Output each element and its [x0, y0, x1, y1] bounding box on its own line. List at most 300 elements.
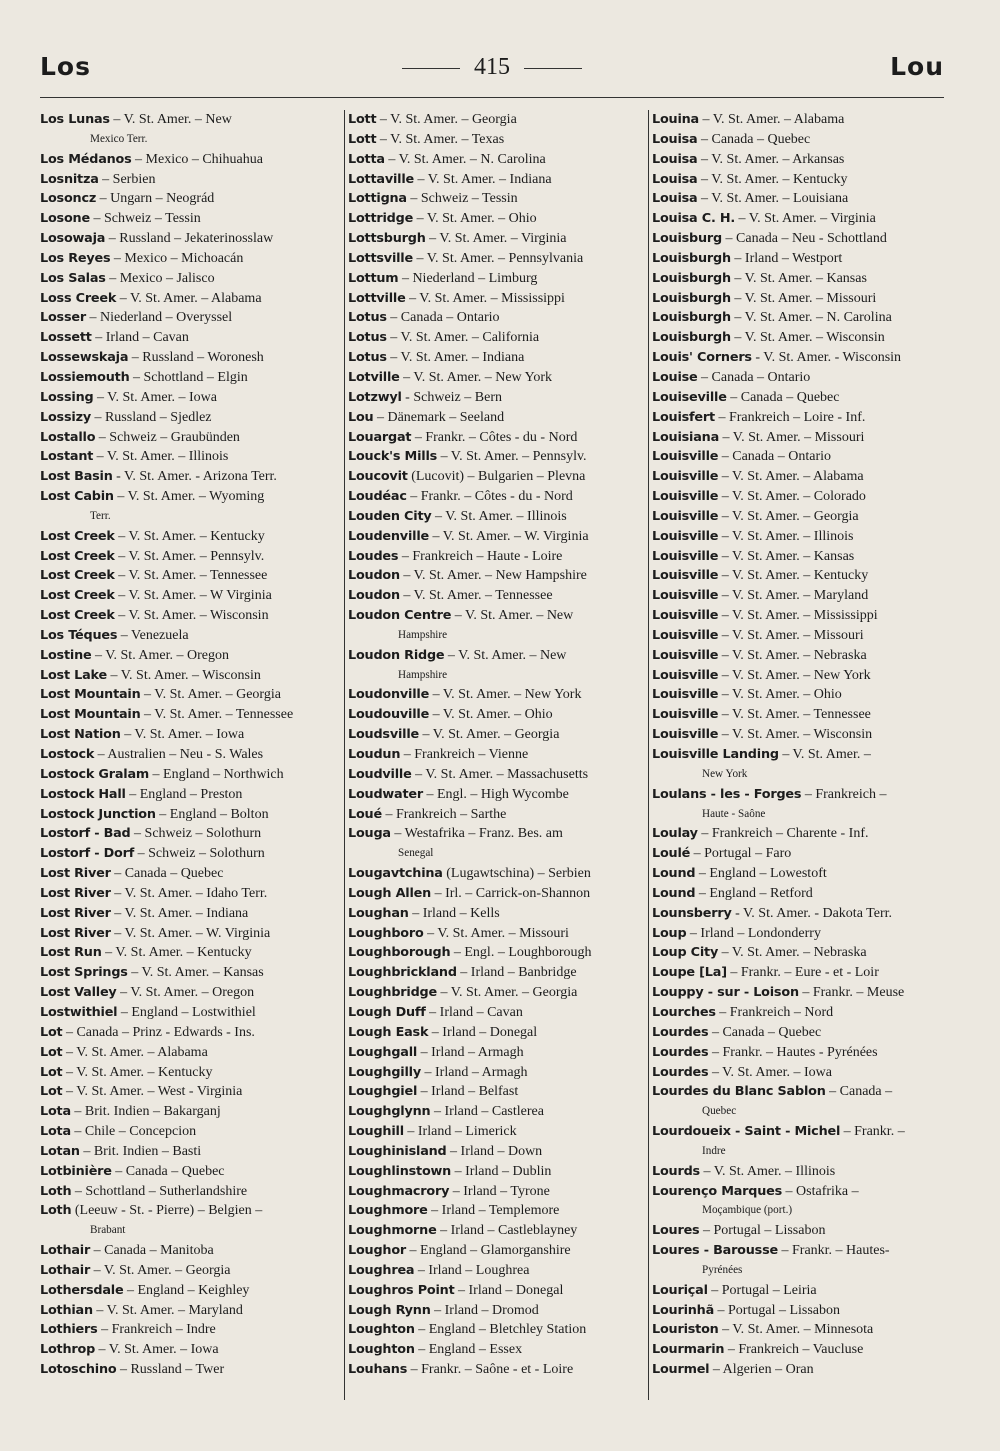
- entry-location: – V. St. Amer. – Pennsylv.: [114, 548, 265, 564]
- entry-headword: Lourmel: [652, 1362, 710, 1378]
- entry-location: – V. St. Amer. – Wisconsin: [114, 608, 269, 624]
- entry-location: – V. St. Amer. – Oregon: [91, 647, 230, 663]
- entry-headword: Loughbrickland: [348, 965, 457, 981]
- entry-headword: Loughmorne: [348, 1223, 437, 1239]
- gazetteer-entry: [652, 963, 950, 983]
- gazetteer-entry: [652, 566, 950, 586]
- entry-headword: Lossing: [40, 389, 94, 405]
- entry-location: – V. St. Amer. – Kentucky: [718, 568, 869, 584]
- entry-headword: Lotville: [348, 369, 400, 385]
- entry-headword: Louisiana: [652, 429, 720, 445]
- entry-headword: Lost River: [40, 905, 111, 921]
- entry-location: – V. St. Amer. – Missouri: [730, 290, 877, 306]
- gazetteer-entry: [348, 348, 646, 368]
- entry-location: – Mexico – Jalisco: [105, 270, 215, 286]
- entry-location: – Frankreich – Vaucluse: [724, 1342, 864, 1358]
- entry-headword: Lossewskaja: [40, 350, 129, 366]
- gazetteer-entry: [40, 1142, 338, 1162]
- entry-location: – V. St. Amer. – Colorado: [718, 489, 866, 505]
- entry-headword: Loupe [La]: [652, 965, 727, 981]
- entry-headword: Louriston: [652, 1322, 719, 1338]
- gazetteer-entry: [40, 547, 338, 567]
- gazetteer-entry: [40, 328, 338, 348]
- entry-location: – Serbien: [98, 171, 156, 187]
- gazetteer-entry: [348, 408, 646, 428]
- entry-location: – V. St. Amer. – Ohio: [413, 211, 537, 227]
- entry-headword: Lostwithiel: [40, 1004, 118, 1020]
- gazetteer-entry: [652, 646, 950, 666]
- entry-location: (Lucovit) – Bulgarien – Plevna: [407, 469, 586, 485]
- entry-location: – Canada – Prinz - Edwards - Ins.: [62, 1024, 255, 1040]
- entry-location: – V. St. Amer. – Ohio: [429, 707, 553, 723]
- entry-location: – V. St. Amer. – New Hampshire: [399, 568, 587, 584]
- entry-headword: Lothersdale: [40, 1282, 124, 1298]
- gazetteer-entry: [40, 1320, 338, 1340]
- entry-headword: Louga: [348, 826, 391, 842]
- gazetteer-entry: [348, 447, 646, 467]
- entry-headword: Lough Rynn: [348, 1302, 431, 1318]
- entry-location: – V. St. Amer. – Wisconsin: [718, 727, 873, 743]
- gazetteer-entry: [652, 904, 950, 924]
- entry-headword: Loughgall: [348, 1044, 418, 1060]
- gazetteer-entry: [40, 566, 338, 586]
- entry-headword: Los Reyes: [40, 250, 111, 266]
- entry-headword: Loth: [40, 1203, 72, 1219]
- entry-headword: Louisville: [652, 707, 719, 723]
- gazetteer-entry: [348, 1023, 646, 1043]
- running-head-right: Lou: [890, 52, 944, 81]
- entry-location: – Canada – Manitoba: [90, 1243, 214, 1259]
- entry-location: (Lugawtschina) – Serbien: [442, 866, 591, 882]
- entry-location: – Brit. Indien – Bakarganj: [70, 1104, 221, 1120]
- entry-location: – V. St. Amer. – Oregon: [116, 985, 255, 1001]
- entry-location: – V. St. Amer. – New: [109, 112, 232, 127]
- gazetteer-entry: [40, 924, 338, 944]
- entry-location: – Canada – Quebec: [697, 131, 811, 147]
- entry-headword: Louisa: [652, 151, 698, 167]
- entry-headword: Loulans - les - Forges: [652, 786, 802, 802]
- gazetteer-entry: [652, 269, 950, 289]
- entry-location: - V. St. Amer. - Wisconsin: [751, 350, 902, 366]
- entry-location: – V. St. Amer. – Mississippi: [718, 608, 878, 624]
- entry-location: – Mexico – Chihuahua: [131, 151, 263, 167]
- gazetteer-entry: [40, 626, 338, 646]
- entry-location: – V. St. Amer. – Georgia: [90, 1262, 231, 1278]
- gazetteer-entry: [40, 308, 338, 328]
- entry-location: – V. St. Amer. – Iowa: [120, 727, 245, 743]
- entry-location: - V. St. Amer. - Arizona Terr.: [112, 469, 277, 485]
- gazetteer-entry: [40, 110, 338, 130]
- entry-location: – Frankr. – Hautes-: [778, 1243, 890, 1259]
- entry-location: – Frankr. –: [840, 1124, 905, 1140]
- entry-location: – V. St. Amer. – Mississippi: [405, 290, 565, 306]
- entry-location: – V. St. Amer. – New York: [718, 667, 871, 683]
- entry-headword: Loudéac: [348, 489, 407, 505]
- entry-location: – Irland – Loughrea: [414, 1262, 530, 1278]
- gazetteer-entry: [652, 1241, 950, 1261]
- header-dash-left: [402, 68, 460, 69]
- gazetteer-entry: [652, 1301, 950, 1321]
- entry-location: – V. St. Amer. – New: [451, 608, 574, 624]
- entry-location: – Australien – Neu - S. Wales: [94, 747, 264, 762]
- entry-continuation: Hampshire: [398, 668, 448, 681]
- entry-location: – England – Northwich: [149, 766, 284, 782]
- gazetteer-entry: [652, 725, 950, 745]
- entry-headword: Louisville: [652, 608, 719, 624]
- entry-headword: Lottridge: [348, 211, 414, 227]
- entry-headword: Lost Basin: [40, 469, 113, 485]
- entry-headword: Losone: [40, 211, 90, 227]
- gazetteer-entry: [348, 765, 646, 785]
- entry-headword: Lost Creek: [40, 548, 115, 564]
- entry-headword: Louisburg: [652, 231, 723, 247]
- entry-headword: Lott: [348, 112, 377, 127]
- entry-location: – V. St. Amer. – Alabama: [62, 1044, 208, 1060]
- entry-location: – Algerien – Oran: [709, 1362, 814, 1378]
- gazetteer-entry: [348, 725, 646, 745]
- entry-location: – V. St. Amer. – Massachusetts: [411, 766, 589, 782]
- entry-headword: Loughmore: [348, 1203, 428, 1219]
- entry-location: – Irland – Londonderry: [686, 925, 821, 941]
- entry-location: – V. St. Amer. – Minnesota: [718, 1322, 874, 1338]
- gazetteer-entry: [348, 249, 646, 269]
- gazetteer-entry: [652, 705, 950, 725]
- gazetteer-entry: [40, 884, 338, 904]
- entry-headword: Losoncz: [40, 191, 97, 207]
- entry-headword: Loudonville: [348, 687, 430, 703]
- entry-headword: Loup City: [652, 945, 719, 961]
- entry-headword: Lost River: [40, 925, 111, 941]
- gazetteer-entry: [40, 289, 338, 309]
- entry-headword: Loughbridge: [348, 985, 437, 1001]
- entry-location: – V. St. Amer. – Maryland: [718, 588, 869, 604]
- entry-location: – Frankr. – Côtes - du - Nord: [406, 489, 573, 505]
- entry-headword: Loughill: [348, 1124, 404, 1140]
- gazetteer-entry: [40, 844, 338, 864]
- gazetteer-entry: [40, 1182, 338, 1202]
- gazetteer-entry: [652, 1003, 950, 1023]
- running-head-left: Los: [40, 52, 91, 81]
- entry-headword: Lotus: [348, 350, 387, 366]
- entry-headword: Lost River: [40, 885, 111, 901]
- entry-headword: Lost Creek: [40, 568, 115, 584]
- entry-headword: Lostorf - Dorf: [40, 846, 135, 862]
- entry-location: – Portugal – Leiria: [707, 1282, 817, 1298]
- entry-headword: Loudun: [348, 747, 401, 762]
- entry-location: – V. St. Amer. – Ohio: [718, 687, 842, 703]
- gazetteer-entry: [652, 1043, 950, 1063]
- gazetteer-entry: [348, 428, 646, 448]
- entry-location: – V. St. Amer. – Indiana: [414, 171, 552, 187]
- entry-headword: Lothair: [40, 1243, 91, 1259]
- entry-headword: Louisville: [652, 588, 719, 604]
- entry-headword: Louisburgh: [652, 290, 731, 306]
- entry-location: – V. St. Amer. – Texas: [376, 131, 505, 147]
- entry-headword: Lourds: [652, 1163, 700, 1179]
- gazetteer-entry: [40, 646, 338, 666]
- entry-headword: Loué: [348, 806, 382, 822]
- gazetteer-entry: [40, 1281, 338, 1301]
- entry-headword: Loth: [40, 1183, 72, 1199]
- entry-headword: Louisa C. H.: [652, 211, 736, 227]
- entry-location: – Frankreich – Sarthe: [381, 806, 507, 822]
- entry-location: – Irland – Belfast: [417, 1084, 519, 1100]
- gazetteer-entry: [348, 824, 646, 844]
- header-rule: [40, 97, 944, 98]
- entry-location: – Portugal – Lissabon: [699, 1223, 826, 1239]
- entry-headword: Lotus: [348, 330, 387, 346]
- entry-location: – V. St. Amer. – Nebraska: [718, 647, 867, 663]
- entry-headword: Lott: [348, 131, 377, 147]
- entry-location: – V. St. Amer. – Iowa: [708, 1064, 832, 1080]
- gazetteer-entry: [652, 745, 950, 765]
- entry-headword: Lossett: [40, 330, 92, 346]
- entry-headword: Lourinhã: [652, 1302, 715, 1318]
- entry-headword: Loulay: [652, 826, 698, 842]
- entry-location: – England – Glamorganshire: [406, 1243, 571, 1259]
- entry-location: – Engl. – Loughborough: [450, 945, 592, 961]
- entry-headword: Lounsberry: [652, 905, 732, 921]
- entry-location: – Russland – Sjedlez: [90, 409, 212, 425]
- entry-location: – England – Bolton: [155, 806, 269, 822]
- entry-location: – Venezuela: [117, 627, 189, 643]
- entry-headword: Loudenville: [348, 528, 429, 544]
- entry-location: – V. St. Amer. – Illinois: [431, 508, 567, 524]
- entry-location: – V. St. Amer. – Indiana: [110, 905, 249, 921]
- gazetteer-entry: [652, 348, 950, 368]
- gazetteer-entry: [652, 864, 950, 884]
- entry-location: – Chile – Concepcion: [70, 1124, 197, 1140]
- entry-headword: Louisville: [652, 508, 719, 524]
- entry-headword: Loughinisland: [348, 1143, 447, 1159]
- entry-headword: Loudville: [348, 766, 412, 782]
- entry-continuation: Indre: [702, 1144, 726, 1157]
- entry-headword: Lothair: [40, 1262, 91, 1278]
- gazetteer-entry: [348, 785, 646, 805]
- entry-location: – Frankreich – Loire - Inf.: [714, 409, 866, 425]
- gazetteer-entry: [652, 1281, 950, 1301]
- entry-headword: Los Téques: [40, 627, 118, 643]
- entry-headword: Losowaja: [40, 231, 106, 247]
- gazetteer-entry: [348, 547, 646, 567]
- entry-headword: Louden City: [348, 508, 432, 524]
- entry-location: – V. St. Amer. – California: [386, 330, 540, 346]
- entry-headword: Loudes: [348, 548, 399, 564]
- gazetteer-entry: [40, 1102, 338, 1122]
- entry-headword: Louisville: [652, 489, 719, 505]
- entry-headword: Lost River: [40, 866, 111, 882]
- gazetteer-entry: [348, 904, 646, 924]
- entry-headword: Lost Creek: [40, 528, 115, 544]
- entry-location: – Russland – Twer: [116, 1362, 225, 1378]
- entry-location: – V. St. Amer. – Louisiana: [697, 191, 849, 207]
- entry-location: – Portugal – Lissabon: [714, 1302, 841, 1318]
- gazetteer-entry: [40, 527, 338, 547]
- entry-location: – Dänemark – Seeland: [373, 409, 505, 425]
- entry-location: – V. St. Amer. – Georgia: [419, 727, 560, 743]
- entry-continuation: Moçambique (port.): [702, 1204, 793, 1217]
- entry-location: – Irland – Banbridge: [456, 965, 577, 981]
- entry-headword: Louargat: [348, 429, 412, 445]
- gazetteer-entry: [40, 1340, 338, 1360]
- gazetteer-entry: [652, 685, 950, 705]
- entry-headword: Louisville: [652, 667, 719, 683]
- entry-headword: Loughborough: [348, 945, 451, 961]
- entry-location: (Leeuw - St. - Pierre) – Belgien –: [71, 1203, 263, 1219]
- entry-headword: Loudon Centre: [348, 608, 452, 624]
- gazetteer-entry: [40, 904, 338, 924]
- entry-headword: Loughmacrory: [348, 1183, 450, 1199]
- gazetteer-entry: [40, 1261, 338, 1281]
- gazetteer-entry: [348, 1043, 646, 1063]
- entry-headword: Losnitza: [40, 171, 99, 187]
- entry-location: – V. St. Amer. – Tennessee: [140, 707, 294, 723]
- gazetteer-entry: [348, 1102, 646, 1122]
- entry-location: – England – Essex: [414, 1342, 523, 1358]
- page-number: 415: [474, 54, 510, 80]
- gazetteer-entry: [40, 189, 338, 209]
- entry-headword: Louisburgh: [652, 330, 731, 346]
- gazetteer-entry: [40, 1301, 338, 1321]
- entry-location: – V. St. Amer. – Wisconsin: [730, 330, 885, 346]
- entry-headword: Lostock Junction: [40, 806, 156, 822]
- header-dash-right: [524, 68, 582, 69]
- entry-location: – Irland – Armagh: [417, 1044, 524, 1060]
- entry-headword: Lotoschino: [40, 1362, 117, 1378]
- entry-headword: Louck's Mills: [348, 449, 438, 465]
- gazetteer-entry: [652, 408, 950, 428]
- gazetteer-entry: [348, 209, 646, 229]
- gazetteer-entry: [348, 1281, 646, 1301]
- column-1: [40, 110, 338, 1380]
- entry-headword: Lostant: [40, 449, 94, 465]
- gazetteer-entry: [652, 884, 950, 904]
- gazetteer-entry: [40, 983, 338, 1003]
- entry-location: – V. St. Amer. – New: [444, 647, 567, 663]
- gazetteer-entry: [348, 289, 646, 309]
- entry-headword: Lottville: [348, 290, 406, 306]
- entry-location: – Frankr. – Eure - et - Loir: [726, 965, 879, 981]
- entry-location: – Frankr. – Hautes - Pyrénées: [708, 1044, 878, 1060]
- gazetteer-entry: [348, 487, 646, 507]
- entry-headword: Lottsville: [348, 250, 413, 266]
- gazetteer-entry: [652, 229, 950, 249]
- gazetteer-entry: [652, 447, 950, 467]
- entry-location: – Schweiz – Solothurn: [130, 826, 262, 842]
- entry-headword: Lost Cabin: [40, 489, 114, 505]
- gazetteer-entry: [348, 1182, 646, 1202]
- entry-location: – Frankr. – Meuse: [798, 985, 905, 1001]
- entry-headword: Lossizy: [40, 409, 91, 425]
- gazetteer-entry: [348, 527, 646, 547]
- entry-continuation: Terr.: [90, 509, 111, 522]
- gazetteer-entry: [348, 1221, 646, 1241]
- gazetteer-entry: [348, 328, 646, 348]
- entry-headword: Lourdes: [652, 1064, 709, 1080]
- entry-headword: Lough Eask: [348, 1024, 429, 1040]
- gazetteer-entry: [348, 1142, 646, 1162]
- entry-continuation: Senegal: [398, 847, 434, 860]
- gazetteer-entry: [652, 467, 950, 487]
- gazetteer-entry: [652, 388, 950, 408]
- gazetteer-entry: [40, 1003, 338, 1023]
- entry-location: – V. St. Amer. – Iowa: [95, 1342, 219, 1358]
- entry-headword: Louis' Corners: [652, 350, 752, 366]
- entry-location: – V. St. Amer. – Illinois: [718, 528, 854, 544]
- entry-location: – V. St. Amer. – Kansas: [730, 270, 867, 286]
- gazetteer-entry: [652, 983, 950, 1003]
- entry-location: – England – Preston: [125, 786, 243, 802]
- gazetteer-entry: [348, 864, 646, 884]
- entry-location: – V. St. Amer. – Georgia: [718, 508, 859, 524]
- entry-headword: Lougavtchina: [348, 866, 443, 882]
- entry-headword: Lotan: [40, 1143, 80, 1159]
- gazetteer-entry: [348, 983, 646, 1003]
- entry-location: – V. St. Amer. – Alabama: [718, 469, 864, 485]
- entry-headword: Louisville: [652, 449, 719, 465]
- entry-location: – V. St. Amer. – Tennessee: [399, 588, 553, 604]
- entry-headword: Lost Creek: [40, 588, 115, 604]
- entry-location: – V. St. Amer. – Georgia: [436, 985, 578, 1001]
- entry-location: – V. St. Amer. – Arkansas: [697, 151, 845, 167]
- gazetteer-entry: [40, 824, 338, 844]
- entry-headword: Lourches: [652, 1004, 716, 1020]
- gazetteer-entry: [652, 1221, 950, 1241]
- gazetteer-entry: [652, 547, 950, 567]
- entry-location: – Irland – Westport: [730, 250, 843, 266]
- entry-location: – V. St. Amer. – W. Virginia: [110, 925, 271, 941]
- entry-headword: Lostallo: [40, 429, 96, 445]
- gazetteer-entry: [40, 705, 338, 725]
- gazetteer-entry: [652, 1340, 950, 1360]
- entry-headword: Los Médanos: [40, 151, 132, 167]
- entry-headword: Losser: [40, 310, 86, 326]
- entry-headword: Louisburgh: [652, 270, 731, 286]
- gazetteer-entry: [40, 269, 338, 289]
- entry-headword: Louisville: [652, 469, 719, 485]
- gazetteer-entry: [652, 924, 950, 944]
- entry-headword: Loudwater: [348, 786, 423, 802]
- gazetteer-entry: [40, 1082, 338, 1102]
- entry-location: – V. St. Amer. – Alabama: [116, 290, 262, 306]
- entry-headword: Louisville: [652, 687, 719, 703]
- entry-headword: Lotbinière: [40, 1163, 112, 1179]
- entry-location: – V. St. Amer. – Missouri: [718, 627, 864, 643]
- gazetteer-entry: [348, 467, 646, 487]
- entry-location: – Schweiz – Solothurn: [134, 846, 265, 862]
- entry-headword: Lostock Hall: [40, 786, 126, 802]
- entry-headword: Loures - Barousse: [652, 1243, 778, 1259]
- gazetteer-entry: [40, 1063, 338, 1083]
- entry-location: – V. St. Amer. – N. Carolina: [730, 310, 892, 326]
- entry-location: – Schottland – Elgin: [129, 369, 248, 385]
- entry-headword: Louisa: [652, 171, 698, 187]
- gazetteer-entry: [652, 606, 950, 626]
- gazetteer-entry: [40, 249, 338, 269]
- entry-headword: Lothrop: [40, 1342, 96, 1358]
- entry-headword: Loughglynn: [348, 1104, 431, 1120]
- page-header: [40, 52, 944, 96]
- entry-continuation: Haute - Saône: [702, 807, 766, 820]
- entry-location: – V. St. Amer. – Missouri: [423, 925, 569, 941]
- entry-headword: Loucovit: [348, 469, 408, 485]
- entry-headword: Louina: [652, 112, 699, 127]
- gazetteer-entry: [40, 586, 338, 606]
- entry-location: – V. St. Amer. – Pennsylv.: [437, 449, 587, 465]
- entry-location: – Frankreich –: [801, 786, 887, 802]
- entry-location: – Irland – Cavan: [425, 1004, 523, 1020]
- entry-continuation: Brabant: [90, 1224, 126, 1237]
